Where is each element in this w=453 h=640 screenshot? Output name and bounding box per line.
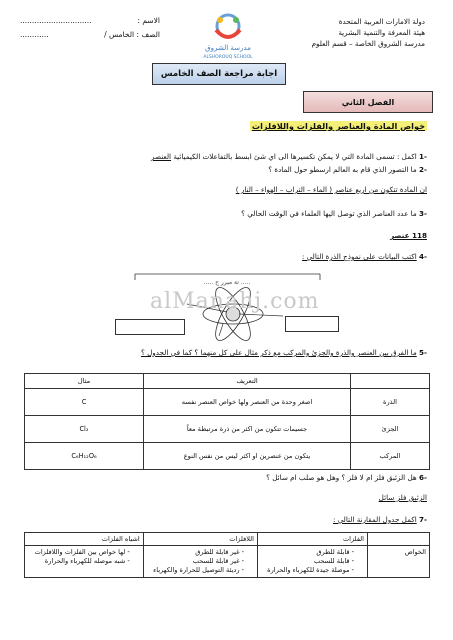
example-cell: C₆H₁₂O₆ <box>25 443 144 470</box>
answer-text: العنصر <box>151 152 172 161</box>
country-line: دولة الامارات العربية المتحدة <box>338 17 425 26</box>
atom-label-box-right[interactable] <box>285 316 339 332</box>
unit-title: خواص المادة والعناصر والفلزات واللافلزات <box>251 121 425 131</box>
definition-cell: اصغر وحدة من العنصر ولها خواص العنصر نفسه <box>144 389 351 416</box>
example-cell: Cl₂ <box>25 416 144 443</box>
metals-cell <box>258 546 368 578</box>
example-cell: C <box>25 389 144 416</box>
term-cell: المركب <box>351 443 430 470</box>
question-text: ما عدد العناصر الذي توصل اليها العلماء في الوقت الحالي ؟ <box>241 209 417 218</box>
definition-cell: جسيمات تتكون من اكثر من ذرة مرتبطة معاً <box>144 416 351 443</box>
list-item: - لها خواص بين الفلزات واللافلزات <box>28 548 130 557</box>
question-number: -5 <box>419 348 427 357</box>
school-header <box>275 16 425 49</box>
authority-line: هيئة المعرفة والتنمية البشرية <box>338 28 425 37</box>
question-text: ما التصور الذي قام به العالم ارسطو حول المادة ؟ <box>268 165 417 174</box>
grade-blank[interactable]: ............ <box>20 30 49 39</box>
name-label: الاسم : <box>137 16 160 25</box>
atom-label-box-left[interactable] <box>115 319 185 335</box>
term-title: الفصل الثاني <box>303 91 433 113</box>
metalloids-cell <box>25 546 144 578</box>
answer-6: الزئبق فلز سائل <box>378 493 427 502</box>
logo-subtext: ALSHOROUQ SCHOOL <box>203 55 253 60</box>
logo-text: مدرسة الشروق <box>205 44 251 52</box>
table-row <box>25 546 430 578</box>
list-item: - رديئة التوصيل للحرارة والكهرباء <box>147 566 244 575</box>
question-text: اكتب البيانات على نموذج الذرة التالي : <box>301 252 417 261</box>
question-text: اكمل : تسمى المادة التي لا يمكن تكسيرها الى اي شئ ابسط بالتفاعلات الكيميائية <box>173 152 417 161</box>
answer-3: 118 عنصر <box>390 231 427 240</box>
question-number: -3 <box>419 209 427 218</box>
question-2 <box>22 165 427 175</box>
table-header-row <box>25 533 430 546</box>
list-item: - قابلة للسحب <box>261 557 354 566</box>
table-header: مثال <box>25 374 144 389</box>
table-row <box>25 416 430 443</box>
term-cell: الجزئ <box>351 416 430 443</box>
school-line: مدرسة الشروق الخاصة – قسم العلوم <box>311 39 425 48</box>
question-5 <box>22 348 427 358</box>
question-number: -2 <box>419 165 427 174</box>
school-logo <box>196 10 260 62</box>
list-item: - موصلة جيدة للكهرباء والحرارة <box>261 566 354 575</box>
question-number: -6 <box>419 473 427 482</box>
question-4 <box>22 252 427 262</box>
question-number: -1 <box>419 152 427 161</box>
list-item: - قابلة للطرق <box>261 548 354 557</box>
question-1 <box>22 152 427 162</box>
definition-cell: يتكون من عنصرين او اكثر ليس من نفس النوع <box>144 443 351 470</box>
student-info <box>20 14 160 42</box>
table-header-row <box>25 374 430 389</box>
question-number: -4 <box>419 252 427 261</box>
table-header: اللافلزات <box>143 533 257 546</box>
list-item: - شبه موصله للكهرباء والحرارة <box>28 557 130 566</box>
table-header: التعريف <box>144 374 351 389</box>
answer-2: ان المادة تتكون من اربع عناصر ( الماء – التراب – الهواء – النار ) <box>235 185 427 194</box>
table-row <box>25 389 430 416</box>
question-3 <box>22 209 427 219</box>
row-label: الخواص <box>368 546 430 578</box>
diagram-top-label: ..... تة ميرر ح ..... <box>203 279 251 286</box>
question-text: اكمل جدول المقارنة التالي : <box>332 515 417 524</box>
name-blank[interactable]: .............................. <box>20 16 92 25</box>
question-number: -7 <box>419 515 427 524</box>
list-item: - غير قابلة للطرق <box>147 548 244 557</box>
comparison-table <box>24 532 430 578</box>
question-6 <box>22 473 427 483</box>
question-text: هل الزئبق فلز ام لا فلز ؟ وهل هو صلب ام سائل ؟ <box>266 473 417 482</box>
table-row <box>25 443 430 470</box>
table-header: اشباه الفلزات <box>25 533 144 546</box>
question-text: ما الفرق بين العنصر والذرة والجزئ والمركب مع ذكر مثال على كل منهما ؟ كما في الجدول ؟ <box>140 348 417 357</box>
question-7 <box>22 515 427 525</box>
term-cell: الذرة <box>351 389 430 416</box>
table-header <box>368 533 430 546</box>
nonmetals-cell <box>143 546 257 578</box>
list-item: - غير قابلة للسحب <box>147 557 244 566</box>
definitions-table <box>24 373 430 470</box>
grade-label: الصف : الخامس / <box>104 30 160 39</box>
watermark: alManahj.com <box>150 289 320 314</box>
table-header: الفلزات <box>258 533 368 546</box>
table-header <box>351 374 430 389</box>
page-title: اجابة مراجعة الصف الخامس <box>152 63 286 85</box>
